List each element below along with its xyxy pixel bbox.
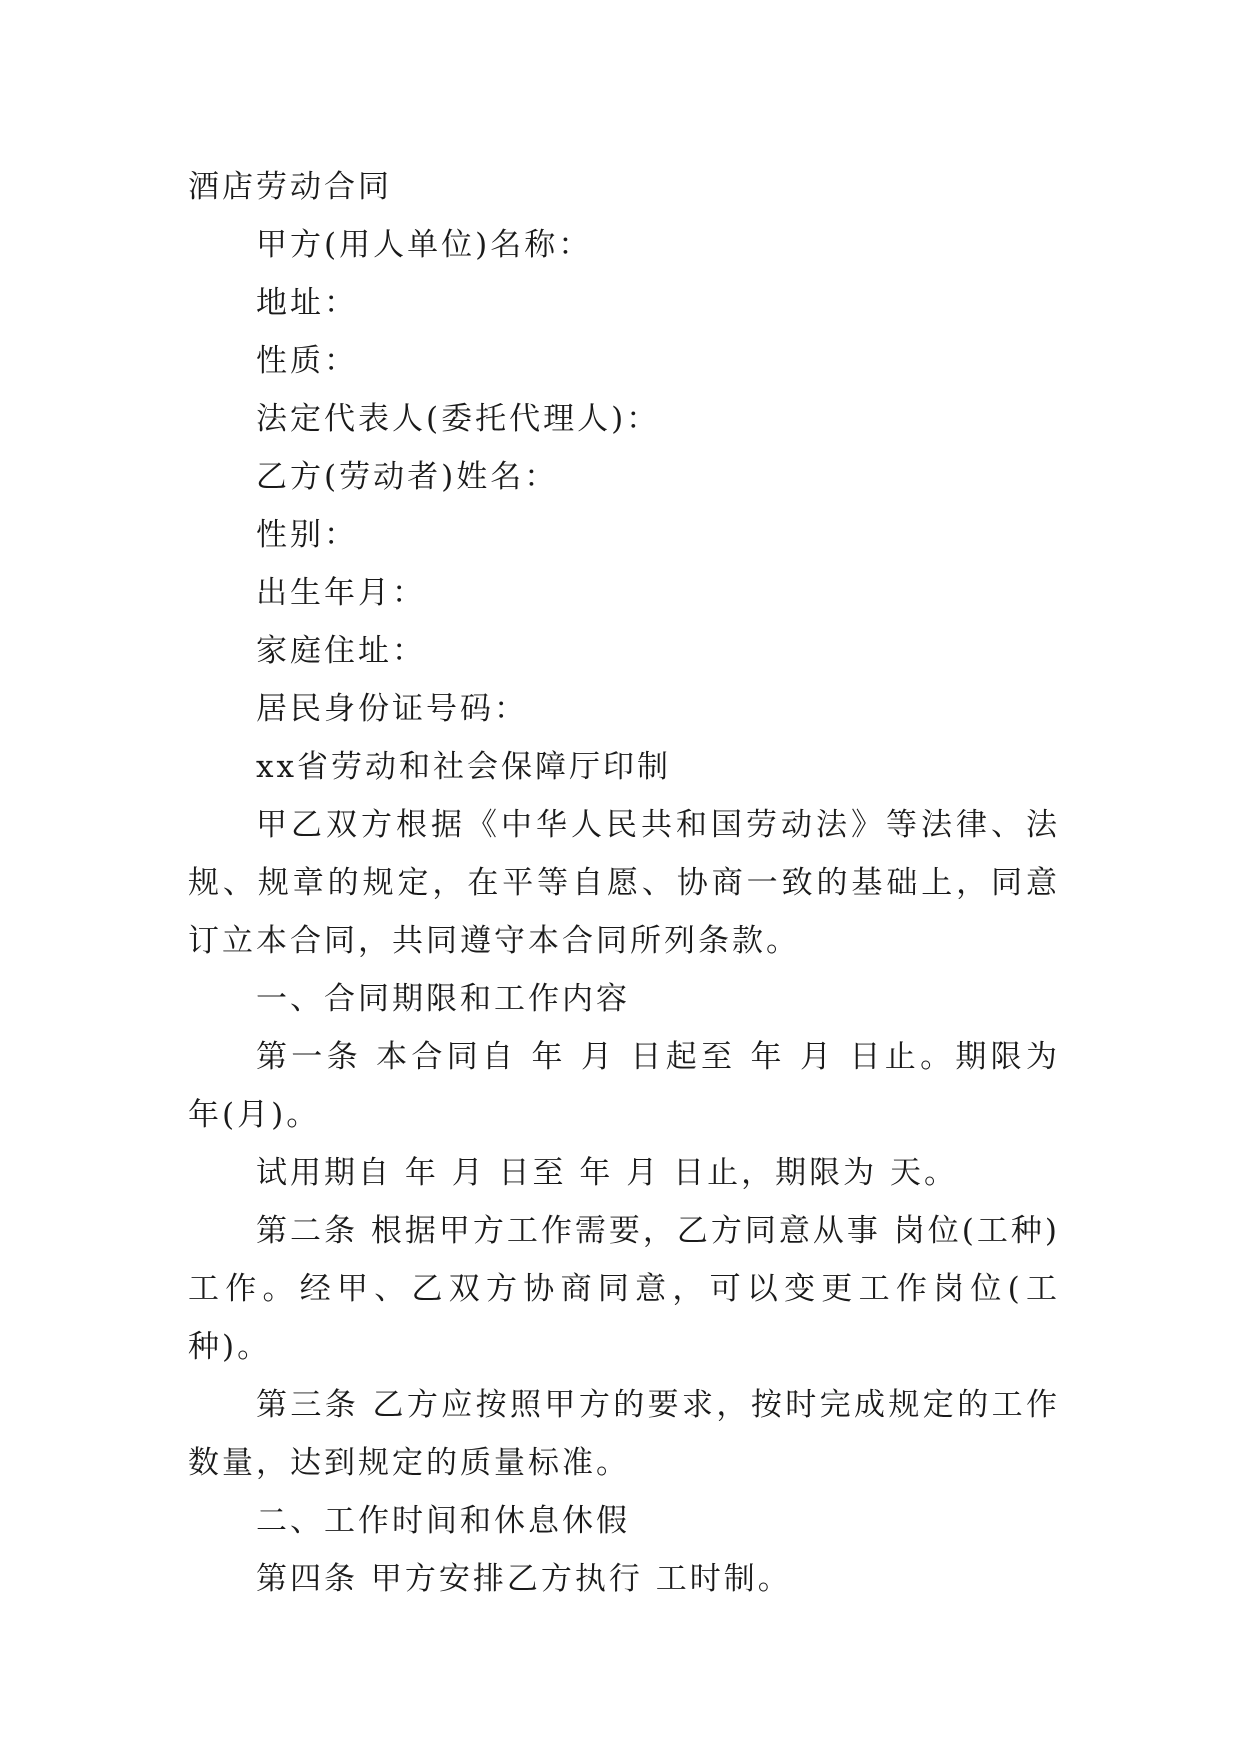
field-gender: 性别： <box>256 517 358 553</box>
field-birth-date: 出生年月： <box>256 575 426 611</box>
field-address: 地址： <box>256 285 358 321</box>
article-2-paragraph: 第二条 根据甲方工作需要，乙方同意从事 岗位(工种)工作。经甲、乙双方协商同意，可以变更工作岗位(工种)。 <box>188 1213 1060 1365</box>
section-2-heading: 二、工作时间和休息休假 <box>256 1503 630 1539</box>
article-3-paragraph: 第三条 乙方应按照甲方的要求，按时完成规定的工作数量，达到规定的质量标准。 <box>188 1387 1060 1481</box>
field-nature: 性质： <box>256 343 358 379</box>
document-title: 酒店劳动合同 <box>188 169 392 205</box>
field-id-number: 居民身份证号码： <box>256 691 528 727</box>
preamble-paragraph: 甲乙双方根据《中华人民共和国劳动法》等法律、法规、规章的规定，在平等自愿、协商一致的基础上，同意订立本合同，共同遵守本合同所列条款。 <box>188 807 1060 959</box>
field-employee-name: 乙方(劳动者)姓名： <box>256 459 559 495</box>
section-1-heading: 一、合同期限和工作内容 <box>256 981 630 1017</box>
article-4-paragraph: 第四条 甲方安排乙方执行 工时制。 <box>256 1561 792 1597</box>
article-1-paragraph: 第一条 本合同自 年 月 日起至 年 月 日止。期限为 年(月)。 <box>188 1039 1060 1133</box>
field-legal-representative: 法定代表人(委托代理人)： <box>256 401 661 437</box>
probation-paragraph: 试用期自 年 月 日至 年 月 日止，期限为 天。 <box>256 1155 958 1191</box>
field-employer-name: 甲方(用人单位)名称： <box>256 227 593 263</box>
issuer-line: xx省劳动和社会保障厅印制 <box>256 749 671 785</box>
document-body <box>188 158 1060 1608</box>
field-home-address: 家庭住址： <box>256 633 426 669</box>
